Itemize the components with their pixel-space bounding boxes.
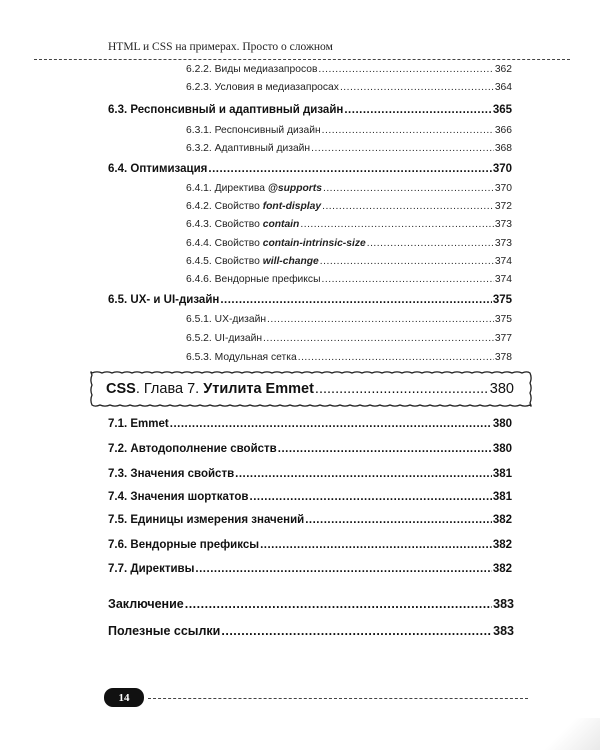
- toc-entry-number: 6.4.1.: [186, 183, 212, 194]
- toc-entry-label: [186, 82, 339, 93]
- leader-dots: [305, 514, 492, 526]
- toc-entry-label: [108, 418, 169, 430]
- toc-entry-page: 378: [494, 352, 512, 363]
- toc-entry-page: 381: [492, 468, 512, 480]
- toc-entry-number: 7.6.: [108, 539, 128, 551]
- toc-entry-title: Автодополнение свойств: [130, 443, 277, 455]
- toc-entry-number: 6.5.3.: [186, 352, 212, 363]
- toc-entry-page: 380: [492, 418, 512, 430]
- toc-entry-number: 6.2.3.: [186, 82, 212, 93]
- toc-entry-title: Виды медиазапросов: [214, 64, 318, 75]
- toc-entry-number: 6.2.2.: [186, 64, 212, 75]
- toc-entry-page: 364: [494, 82, 512, 93]
- toc-entry-number: 7.4.: [108, 491, 128, 503]
- toc-entry-number: 6.3.1.: [186, 125, 212, 136]
- toc-entry-label: [186, 183, 322, 194]
- toc-entry-number: 7.5.: [108, 514, 128, 526]
- chapter-prefix: CSS: [106, 381, 136, 397]
- header-divider: [34, 59, 570, 60]
- running-header: HTML и CSS на примерах. Просто о сложном: [108, 41, 333, 53]
- toc-entry-label: [108, 514, 304, 526]
- toc-entry-chapter-7[interactable]: [106, 381, 514, 397]
- toc-entry-page: 372: [494, 201, 512, 212]
- toc-entry-number: 6.4.6.: [186, 274, 212, 285]
- leader-dots: [323, 183, 494, 194]
- toc-entry-page: 382: [492, 563, 512, 575]
- leader-dots: [311, 143, 494, 154]
- leader-dots: [170, 418, 492, 430]
- page-number-badge: 14: [104, 688, 144, 707]
- leader-dots: [220, 294, 491, 306]
- toc-entry-title: Условия в медиазапросах: [214, 82, 339, 93]
- leader-dots: [263, 333, 494, 344]
- leader-dots: [322, 125, 494, 136]
- toc-entry-title: Значения свойств: [130, 468, 235, 480]
- toc-entry-page: 381: [492, 491, 512, 503]
- leader-dots: [344, 104, 491, 116]
- toc-entry-title: Свойство: [214, 201, 263, 212]
- toc-entry[interactable]: [186, 64, 512, 75]
- toc-entry-page: 362: [494, 64, 512, 75]
- toc-entry-page: 366: [494, 125, 512, 136]
- toc-entry-label: [186, 64, 317, 75]
- toc-entry-number: 7.7.: [108, 563, 128, 575]
- toc-entry[interactable]: [108, 563, 512, 575]
- toc-entry-keyword: contain-intrinsic-size: [262, 238, 366, 249]
- toc-entry[interactable]: [108, 418, 512, 430]
- toc-entry-keyword: font-display: [262, 201, 322, 212]
- leader-dots: [322, 201, 494, 212]
- toc-entry-title: Свойство: [214, 238, 263, 249]
- toc-entry-title: UX- и UI-дизайн: [130, 294, 220, 306]
- toc-entry[interactable]: [108, 468, 512, 480]
- toc-entry-title: Заключение: [108, 597, 184, 611]
- leader-dots: [320, 256, 494, 267]
- toc-entry-number: 7.2.: [108, 443, 128, 455]
- toc-entry-page: 374: [494, 274, 512, 285]
- leader-dots: [185, 597, 492, 611]
- toc-entry-title: UI-дизайн: [214, 333, 263, 344]
- leader-dots: [250, 491, 492, 503]
- toc-entry-label: [186, 274, 320, 285]
- toc-entry-number: 7.1.: [108, 418, 128, 430]
- toc-entry-title: Значения шорткатов: [130, 491, 249, 503]
- toc-entry[interactable]: [108, 597, 514, 611]
- toc-entry-label: [186, 256, 319, 267]
- toc-entry[interactable]: [186, 314, 512, 325]
- toc-entry-page: 382: [492, 514, 512, 526]
- toc-entry[interactable]: [186, 125, 512, 136]
- leader-dots: [267, 314, 494, 325]
- toc-entry-label: [108, 597, 184, 611]
- toc-entry-label: [186, 314, 266, 325]
- toc-entry[interactable]: [108, 514, 512, 526]
- toc-entry[interactable]: [186, 352, 512, 363]
- leader-dots: [340, 82, 494, 93]
- toc-entry-label: [186, 352, 297, 363]
- toc-entry-number: 6.5.: [108, 294, 128, 306]
- toc-entry-label: [108, 294, 219, 306]
- toc-entry-number: 6.5.2.: [186, 333, 212, 344]
- toc-entry[interactable]: [108, 294, 512, 306]
- toc-entry[interactable]: [186, 256, 512, 267]
- toc-entry[interactable]: [108, 163, 512, 175]
- leader-dots: [221, 624, 492, 638]
- toc-entry[interactable]: [186, 238, 512, 249]
- toc-entry-title: Свойство: [214, 219, 263, 230]
- toc-entry-page: 380: [492, 443, 512, 455]
- leader-dots: [298, 352, 494, 363]
- leader-dots: [260, 539, 492, 551]
- chapter-title: Утилита Emmet: [203, 381, 314, 397]
- leader-dots: [318, 64, 493, 75]
- toc-entry-title: Свойство: [214, 256, 263, 267]
- toc-entry-label: [186, 201, 321, 212]
- toc-entry-page: 368: [494, 143, 512, 154]
- toc-entry-page: 383: [493, 597, 514, 611]
- toc-entry-page: 370: [492, 163, 512, 175]
- toc-entry-number: 6.4.5.: [186, 256, 212, 267]
- leader-dots: [208, 163, 491, 175]
- toc-entry-label: [108, 491, 249, 503]
- toc-entry[interactable]: [108, 539, 512, 551]
- toc-entry-title: Директивы: [130, 563, 195, 575]
- toc-entry[interactable]: [186, 183, 512, 194]
- toc-entry-page: 375: [492, 294, 512, 306]
- toc-entry[interactable]: [186, 274, 512, 285]
- footer-divider: [148, 698, 528, 699]
- toc-entry-number: 6.5.1.: [186, 314, 212, 325]
- toc-entry-page: 370: [494, 183, 512, 194]
- toc-entry-number: 6.3.: [108, 104, 128, 116]
- toc-entry-label: [186, 238, 366, 249]
- toc-entry-page: 373: [494, 219, 512, 230]
- toc-entry-number: 7.3.: [108, 468, 128, 480]
- leader-dots: [300, 219, 493, 230]
- toc-entry-page: 383: [493, 624, 514, 638]
- toc-entry-title: Полезные ссылки: [108, 624, 221, 638]
- toc-entry-label: [108, 443, 277, 455]
- toc-entry-number: 6.4.: [108, 163, 128, 175]
- toc-entry[interactable]: [108, 104, 512, 116]
- chapter-page: 380: [489, 381, 514, 397]
- toc-entry[interactable]: [108, 624, 514, 638]
- toc-entry[interactable]: [186, 333, 512, 344]
- toc-entry-title: Адаптивный дизайн: [214, 143, 311, 154]
- toc-entry-title: Респонсивный и адаптивный дизайн: [130, 104, 344, 116]
- toc-entry[interactable]: [186, 219, 512, 230]
- toc-entry-title: Модульная сетка: [214, 352, 297, 363]
- toc-entry-label: [108, 104, 343, 116]
- leader-dots: [315, 381, 489, 397]
- toc-entry[interactable]: [186, 143, 512, 154]
- toc-entry[interactable]: [108, 443, 512, 455]
- scan-shadow: [538, 718, 600, 750]
- leader-dots: [278, 443, 492, 455]
- toc-entry-page: 377: [494, 333, 512, 344]
- toc-entry-page: 382: [492, 539, 512, 551]
- toc-entry-number: 6.4.2.: [186, 201, 212, 212]
- toc-entry-label: [186, 333, 262, 344]
- toc-entry-label: [108, 624, 220, 638]
- toc-entry-page: 365: [492, 104, 512, 116]
- toc-entry-label: [108, 563, 194, 575]
- toc-entry-title: Вендорные префиксы: [214, 274, 321, 285]
- toc-entry-title: Директива: [214, 183, 268, 194]
- leader-dots: [367, 238, 494, 249]
- toc-entry-title: Единицы измерения значений: [130, 514, 305, 526]
- toc-entry-title: Emmet: [130, 418, 169, 430]
- toc-entry-label: [108, 163, 207, 175]
- toc-entry-label: [186, 219, 299, 230]
- toc-entry[interactable]: [186, 201, 512, 212]
- toc-entry-page: 375: [494, 314, 512, 325]
- chapter-heading-box: [86, 367, 536, 411]
- toc-entry-title: Оптимизация: [130, 163, 208, 175]
- toc-entry[interactable]: [108, 491, 512, 503]
- toc-entry-keyword: contain: [262, 219, 300, 230]
- toc-entry-label: [108, 468, 234, 480]
- toc-entry-number: 6.3.2.: [186, 143, 212, 154]
- toc-entry-title: Респонсивный дизайн: [214, 125, 321, 136]
- toc-entry-keyword: will-change: [262, 256, 319, 267]
- toc-entry-title: UX-дизайн: [214, 314, 267, 325]
- chapter-number: . Глава 7.: [135, 381, 204, 397]
- toc-entry-label: [108, 539, 259, 551]
- toc-entry-page: 374: [494, 256, 512, 267]
- toc-entry-label: [186, 143, 310, 154]
- leader-dots: [321, 274, 493, 285]
- toc-entry-number: 6.4.3.: [186, 219, 212, 230]
- toc-entry-keyword: @supports: [267, 183, 322, 194]
- leader-dots: [235, 468, 492, 480]
- leader-dots: [195, 563, 491, 575]
- toc-entry[interactable]: [186, 82, 512, 93]
- toc-entry-number: 6.4.4.: [186, 238, 212, 249]
- toc-entry-label: [186, 125, 321, 136]
- toc-entry-page: 373: [494, 238, 512, 249]
- toc-entry-title: Вендорные префиксы: [130, 539, 260, 551]
